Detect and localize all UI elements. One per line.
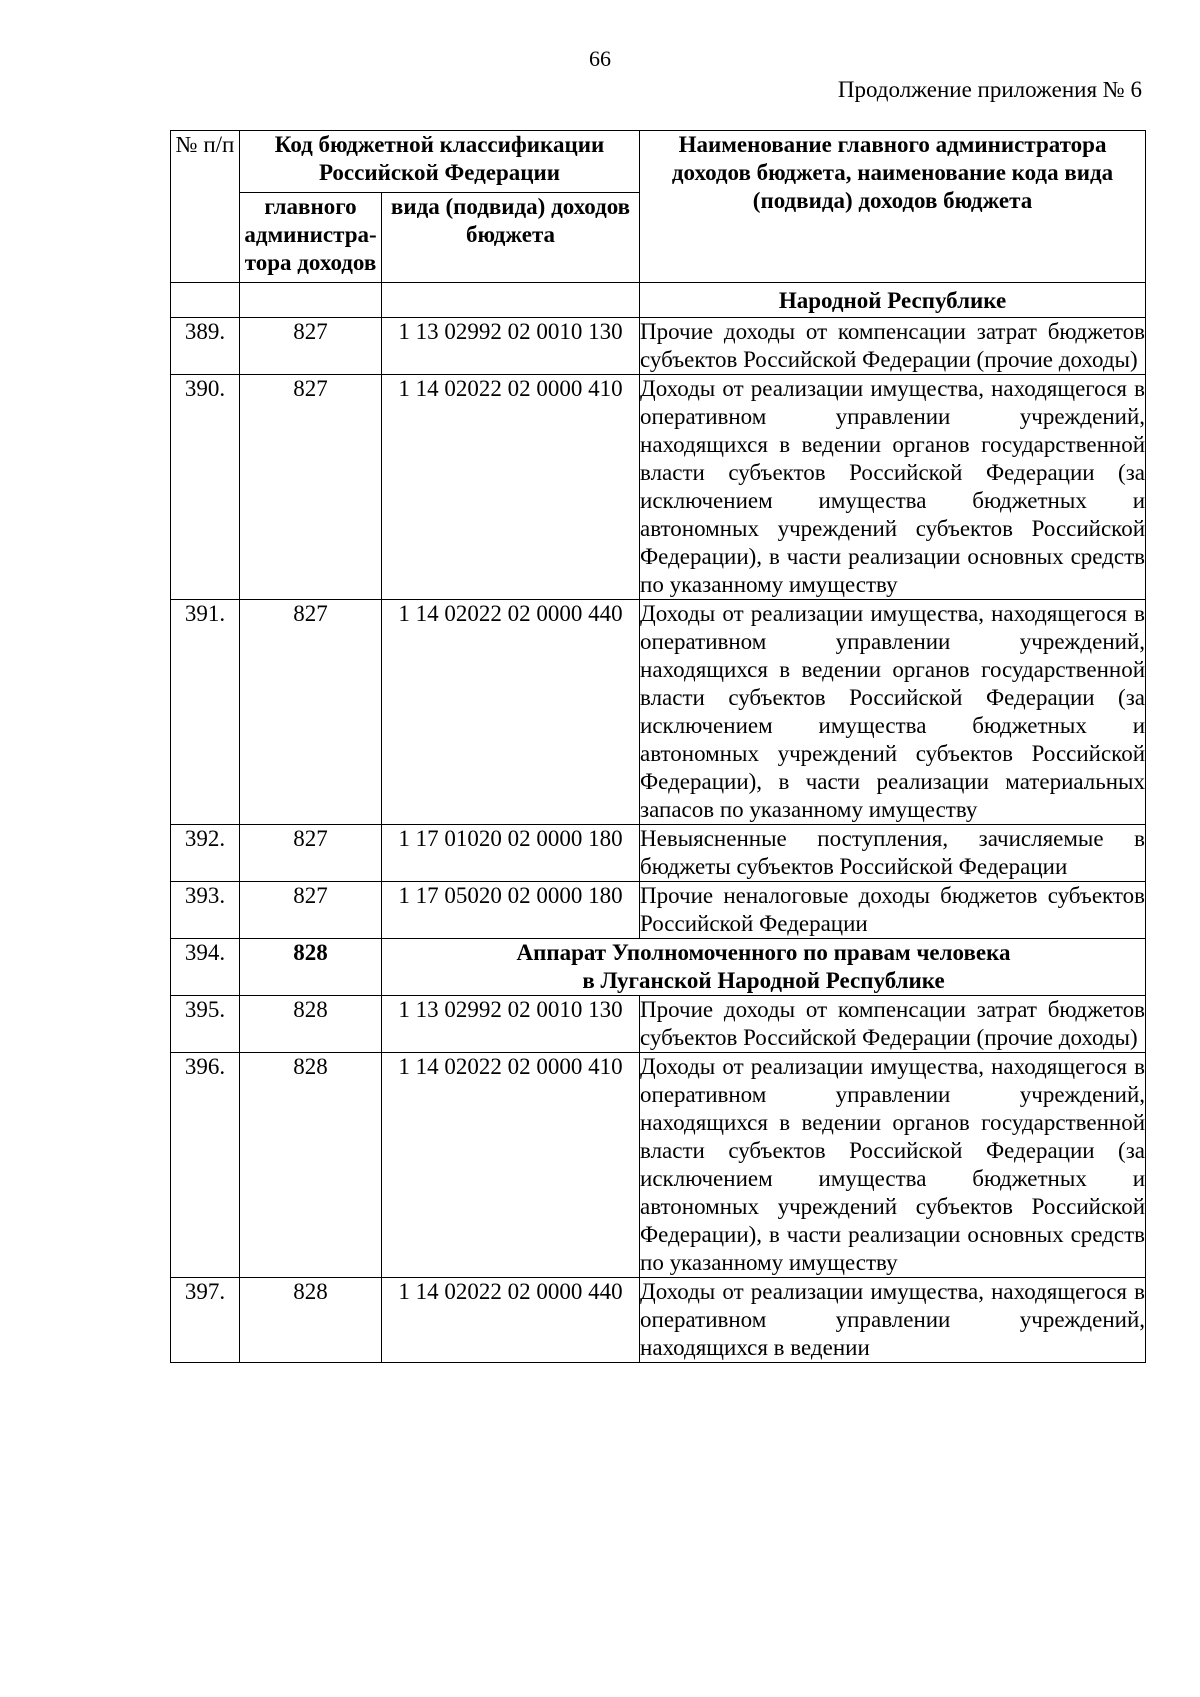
- header-administrator-name: Наименование главного администратора доходов бюджета, наименование кода вида (подвида) доходов бюджета: [640, 131, 1146, 283]
- table-row: [171, 825, 1146, 882]
- administrator-code: 828: [240, 996, 382, 1053]
- administrator-code: 827: [240, 600, 382, 825]
- revenue-classification-code: 1 14 02022 02 0000 440: [382, 1278, 640, 1363]
- revenue-classification-code: 1 17 01020 02 0000 180: [382, 825, 640, 882]
- administrator-code: 828: [240, 1053, 382, 1278]
- revenue-classification-code: 1 14 02022 02 0000 410: [382, 1053, 640, 1278]
- row-number: 389.: [171, 318, 240, 375]
- cell-empty: [240, 283, 382, 318]
- row-number: 397.: [171, 1278, 240, 1363]
- administrator-code: 828: [240, 1278, 382, 1363]
- header-revenue-kind-code: вида (подвида) доходов бюджета: [382, 193, 640, 283]
- table-row: [171, 600, 1146, 825]
- table-row: [171, 996, 1146, 1053]
- revenue-classification-code: 1 14 02022 02 0000 440: [382, 600, 640, 825]
- row-number: 392.: [171, 825, 240, 882]
- revenue-name: Доходы от реализации имущества, находящегося в оперативном управлении учреждений, находящихся в ведении органов государственной власти субъектов Российской Федерации (за исключением имущества бюджетных и автономных учреждений субъектов Российской Федерации), в части реализации материальных запасов по указанному имуществу: [640, 600, 1146, 825]
- revenue-name: Доходы от реализации имущества, находящегося в оперативном управлении учреждений, находящихся в ведении органов государственной власти субъектов Российской Федерации (за исключением имущества бюджетных и автономных учреждений субъектов Российской Федерации), в части реализации основных средств по указанному имуществу: [640, 1053, 1146, 1278]
- section-title-line-1: Аппарат Уполномоченного по правам человека: [516, 940, 1011, 965]
- header-chief-administrator-code: главного администра-тора доходов: [240, 193, 382, 283]
- table-row: [171, 318, 1146, 375]
- table-row: [171, 1278, 1146, 1363]
- section-title: [382, 939, 1146, 996]
- section-title-line-2: в Луганской Народной Республике: [582, 968, 945, 993]
- administrator-code: 827: [240, 882, 382, 939]
- row-number: 394.: [171, 939, 240, 996]
- page-number: 66: [589, 46, 611, 71]
- revenue-classification-code: 1 13 02992 02 0010 130: [382, 318, 640, 375]
- continued-section-title: Народной Республике: [640, 283, 1146, 318]
- revenue-name: Доходы от реализации имущества, находящегося в оперативном управлении учреждений, находящихся в ведении: [640, 1278, 1146, 1363]
- table-row: [171, 375, 1146, 600]
- row-number: 393.: [171, 882, 240, 939]
- row-number: 390.: [171, 375, 240, 600]
- row-number: 391.: [171, 600, 240, 825]
- cell-empty: [382, 283, 640, 318]
- table-row-continued-title: [171, 283, 1146, 318]
- revenue-administrators-table: [170, 130, 1146, 1363]
- revenue-name: Прочие доходы от компенсации затрат бюджетов субъектов Российской Федерации (прочие доходы): [640, 318, 1146, 375]
- cell-empty: [171, 283, 240, 318]
- appendix-continuation-label: Продолжение приложения № 6: [837, 77, 1142, 102]
- administrator-code: 827: [240, 318, 382, 375]
- revenue-name: Доходы от реализации имущества, находящегося в оперативном управлении учреждений, находящихся в ведении органов государственной власти субъектов Российской Федерации (за исключением имущества бюджетных и автономных учреждений субъектов Российской Федерации), в части реализации основных средств по указанному имуществу: [640, 375, 1146, 600]
- administrator-code: 827: [240, 375, 382, 600]
- administrator-code: 828: [240, 939, 382, 996]
- header-row-number: № п/п: [171, 131, 240, 283]
- revenue-classification-code: 1 14 02022 02 0000 410: [382, 375, 640, 600]
- row-number: 395.: [171, 996, 240, 1053]
- table-row: [171, 1053, 1146, 1278]
- revenue-name: Прочие неналоговые доходы бюджетов субъектов Российской Федерации: [640, 882, 1146, 939]
- table-row: [171, 882, 1146, 939]
- header-budget-classification-code: Код бюджетной классификации Российской Федерации: [240, 131, 640, 193]
- revenue-name: Прочие доходы от компенсации затрат бюджетов субъектов Российской Федерации (прочие доходы): [640, 996, 1146, 1053]
- revenue-classification-code: 1 17 05020 02 0000 180: [382, 882, 640, 939]
- administrator-code: 827: [240, 825, 382, 882]
- table-row-section-header: [171, 939, 1146, 996]
- row-number: 396.: [171, 1053, 240, 1278]
- revenue-name: Невыясненные поступления, зачисляемые в бюджеты субъектов Российской Федерации: [640, 825, 1146, 882]
- revenue-classification-code: 1 13 02992 02 0010 130: [382, 996, 640, 1053]
